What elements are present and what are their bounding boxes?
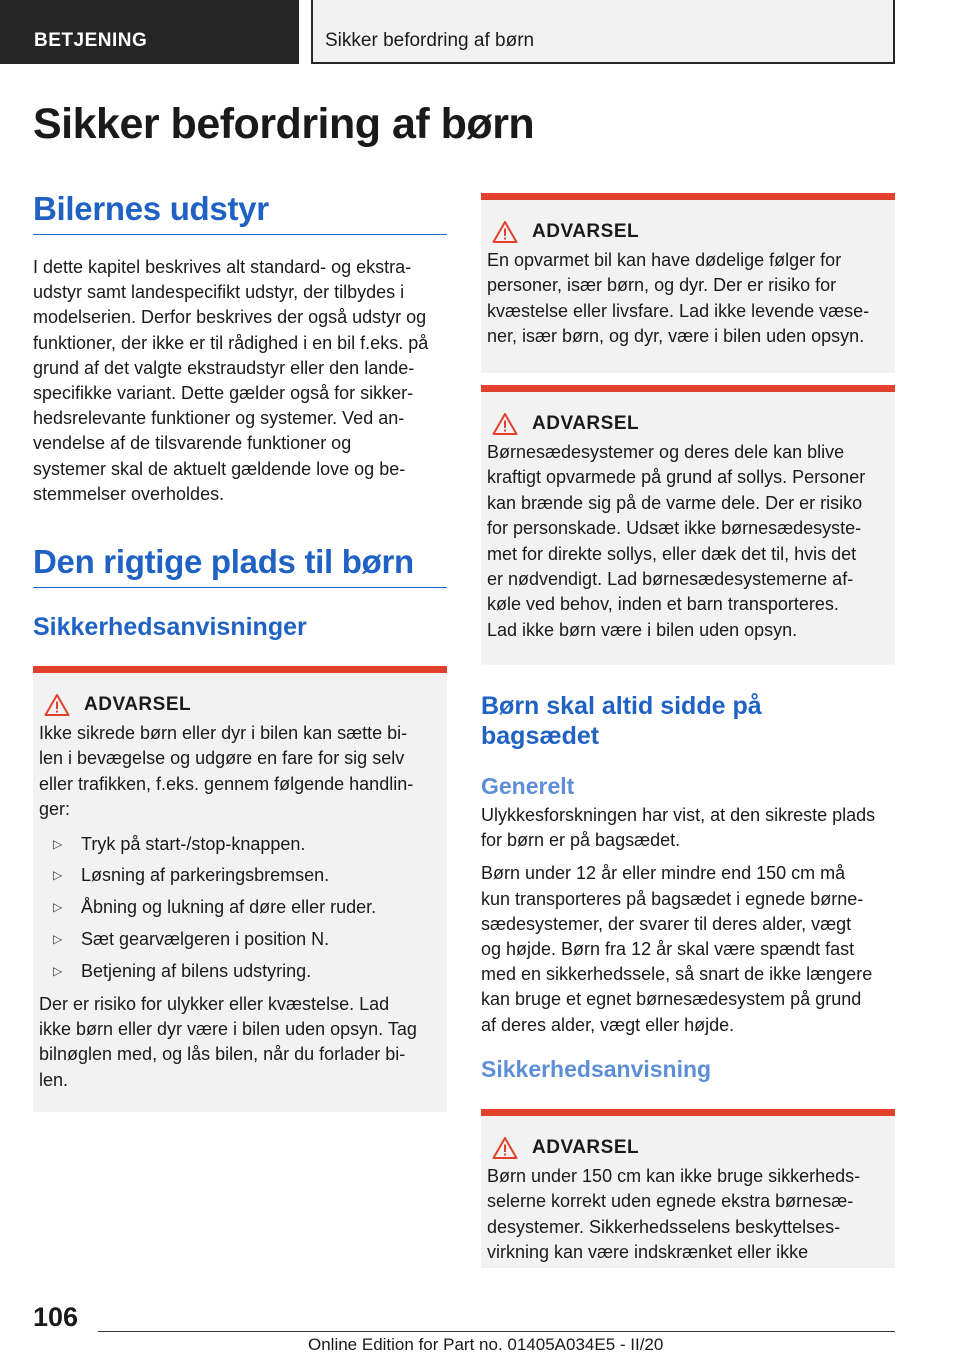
footer-divider — [98, 1331, 895, 1332]
warning-title: ADVARSEL — [532, 221, 640, 242]
text-line: En opvarmet bil kan have dødelige følger for — [487, 250, 842, 270]
action-list — [39, 829, 439, 988]
warning-box — [481, 193, 895, 373]
text-line: len i bevægelse og udgøre en fare for sig selv — [39, 748, 405, 769]
text-line: desystemer. Sikkerhedsselens beskyttelses- — [487, 1216, 841, 1237]
text-line: virkning kan være indskrænket eller ikke — [487, 1242, 809, 1263]
text-line: Børnesædesystemer og deres dele kan blive — [487, 442, 845, 462]
text-line: met for direkte sollys, eller dæk det til, hvis det — [487, 543, 857, 564]
text-line: kun transporteres på bagsædet i egnede børne- — [481, 888, 864, 909]
triangle-bullet-icon: ▷ — [53, 900, 63, 915]
text-line: og højde. Børn fra 12 år skal være spændt fast — [481, 939, 855, 960]
text-line: kan brænde sig på de varme dele. Der er risiko — [487, 492, 863, 513]
text-line: ger: — [39, 799, 71, 820]
text-line: Ulykkesforskningen har vist, at den sikreste plads — [481, 805, 876, 825]
text-line: er nødvendigt. Lad børnesædesystemerne af- — [487, 569, 854, 590]
text-line: sædesystemer, der svarer til deres alder, vægt — [481, 913, 852, 934]
text-line: køle ved behov, inden et barn transporteres. — [487, 594, 839, 615]
text-line: med en sikkerhedssele, så snart de ikke længere — [481, 964, 873, 985]
warning-triangle-icon — [492, 412, 518, 436]
triangle-bullet-icon: ▷ — [53, 932, 63, 947]
text-line: grund af det valgte ekstraudstyr eller den lande- — [33, 357, 415, 378]
triangle-bullet-icon: ▷ — [53, 836, 63, 851]
text-line: ikke børn eller dyr være i bilen uden opsyn. Tag — [39, 1019, 417, 1040]
heading-line: Børn skal altid sidde på — [481, 692, 762, 720]
text-line: eller trafikken, f.eks. gennem følgende handlin- — [39, 773, 414, 794]
text-line: kraftigt opvarmede på grund af sollys. Personer — [487, 467, 866, 488]
warning-box — [33, 666, 447, 1112]
text-line: bilnøglen med, og lås bilen, når du forlader bi- — [39, 1044, 406, 1065]
text-line: Børn under 12 år eller mindre end 150 cm må — [481, 863, 846, 884]
text-line: personer, især børn, og dyr. Der er risiko for — [487, 275, 837, 296]
page-title: Sikker befordring af børn — [33, 100, 535, 148]
text-line: Børn under 150 cm kan ikke bruge sikkerheds- — [487, 1165, 861, 1186]
list-item: ▷ Betjening af bilens udstyring. — [53, 956, 439, 988]
triangle-bullet-icon: ▷ — [53, 868, 63, 883]
text-line: funktioner, der ikke er til rådighed i en bil f.eks. på — [33, 332, 429, 353]
warning-box — [481, 385, 895, 665]
triangle-bullet-icon: ▷ — [53, 963, 63, 978]
text-line: I dette kapitel beskrives alt standard- og ekstra- — [33, 257, 412, 277]
warning-triangle-icon — [492, 220, 518, 244]
right-column — [481, 193, 895, 1268]
warning-triangle-icon — [492, 1136, 518, 1160]
paragraph-general-1 — [481, 803, 895, 853]
text-line: for personskade. Udsæt ikke børnesædesyste- — [487, 518, 862, 539]
heading-line: bagsædet — [481, 722, 600, 750]
text-line: Der er risiko for ulykker eller kvæstelse. Lad — [39, 993, 390, 1014]
text-line: af deres alder, vægt eller højde. — [481, 1014, 735, 1035]
header-section-label: BETJENING — [0, 0, 299, 64]
paragraph-general-2 — [481, 861, 895, 1037]
list-item: ▷ Løsning af parkeringsbremsen. — [53, 860, 439, 892]
heading-safety-instruction: Sikkerhedsanvisning — [481, 1055, 712, 1082]
heading-backseat — [481, 691, 895, 751]
warning-title: ADVARSEL — [532, 413, 640, 434]
heading-right-place: Den rigtige plads til børn — [33, 543, 447, 588]
text-line: len. — [39, 1069, 69, 1090]
text-line: Lad ikke børn være i bilen uden opsyn. — [487, 619, 798, 640]
warning-triangle-icon — [44, 693, 70, 717]
warning-box — [481, 1109, 895, 1268]
text-line: hedsrelevante funktioner og systemer. Ved an- — [33, 408, 405, 429]
text-line: stemmelser overholdes. — [33, 483, 225, 504]
text-line: specifikke variant. Dette gælder også for sikker- — [33, 383, 414, 404]
text-line: udstyr samt landespecifikt udstyr, der tilbydes i — [33, 282, 405, 303]
page-number: 106 — [33, 1302, 79, 1332]
text-line: selerne korrekt uden egnede ekstra børnesæ- — [487, 1191, 854, 1212]
warning-title: ADVARSEL — [84, 694, 192, 716]
heading-safety-instructions: Sikkerhedsanvisninger — [33, 613, 307, 642]
list-item: ▷ Åbning og lukning af døre eller ruder. — [53, 892, 439, 924]
warning-title: ADVARSEL — [532, 1136, 640, 1158]
left-column — [33, 190, 447, 1112]
paragraph-equipment — [33, 255, 447, 507]
text-line: modelserien. Derfor beskrives der også udstyr og — [33, 307, 427, 328]
heading-equipment: Bilernes udstyr — [33, 190, 447, 235]
text-line: vendelse af de tilsvarende funktioner og — [33, 433, 352, 454]
list-item: ▷ Tryk på start-/stop-knappen. — [53, 829, 439, 861]
text-line: kan bruge et egnet børnesædesystem på grund — [481, 989, 862, 1010]
text-line: ner, især børn, og dyr, være i bilen uden opsyn. — [487, 326, 865, 347]
text-line: Ikke sikrede børn eller dyr i bilen kan sætte bi- — [39, 723, 408, 744]
list-item: ▷ Sæt gearvælgeren i position N. — [53, 924, 439, 956]
text-line: kvæstelse eller livsfare. Lad ikke levende væse- — [487, 300, 870, 321]
text-line: systemer skal de aktuelt gældende love og be- — [33, 458, 406, 479]
header-chapter-label: Sikker befordring af børn — [311, 0, 895, 64]
heading-general: Generelt — [481, 773, 575, 799]
footer-edition: Online Edition for Part no. 01405A034E5 - II/20 — [308, 1335, 664, 1354]
text-line: for børn er på bagsædet. — [481, 830, 681, 851]
